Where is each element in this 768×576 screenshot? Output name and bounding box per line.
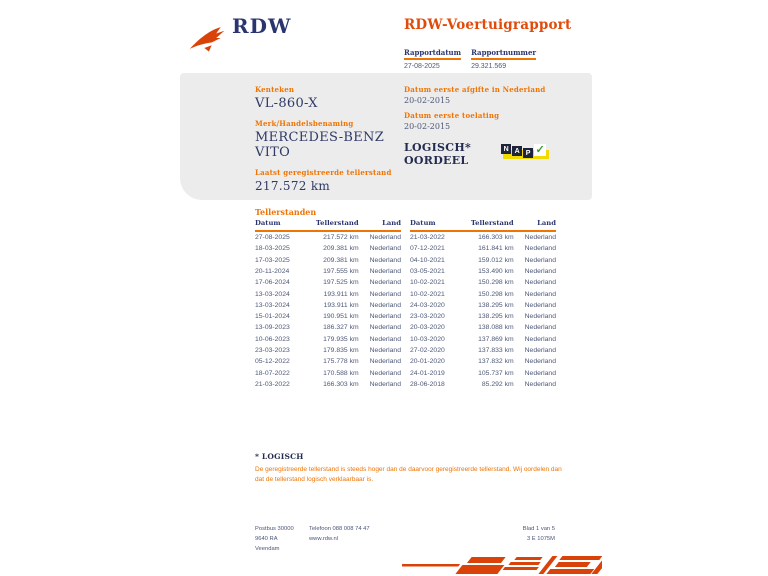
table-cell: Nederland (369, 369, 401, 377)
table-cell: Nederland (369, 347, 401, 354)
table-row (255, 356, 401, 367)
table-row (410, 334, 556, 345)
table-header-row (410, 219, 556, 231)
report-date-value: 27-08-2025 (404, 63, 440, 70)
report-number-field (471, 42, 536, 70)
table-cell: Nederland (524, 358, 556, 366)
table-row (410, 266, 556, 277)
table-cell: Nederland (369, 380, 401, 388)
column-header-odometer: Tellerstand (464, 219, 514, 231)
table-cell: Nederland (524, 324, 556, 332)
last-odometer-label: Laatst geregistreerde tellerstand (255, 168, 392, 177)
nap-badge (501, 143, 551, 160)
report-date-label: Rapportdatum (404, 48, 461, 60)
verdict-line1: LOGISCH* (404, 141, 472, 154)
table-cell: 137.869 km (478, 335, 514, 343)
table-header-row (255, 219, 401, 231)
first-admission-label: Datum eerste toelating (404, 111, 500, 120)
footnote-title: * LOGISCH (255, 452, 304, 461)
table-row (255, 255, 401, 266)
table-cell: 153.490 km (478, 268, 514, 276)
logisch-footnote (255, 452, 565, 484)
table-cell: 07-12-2021 (410, 245, 445, 253)
table-cell: 27-08-2025 (255, 234, 290, 242)
table-cell: 20-11-2024 (255, 268, 290, 276)
table-cell: 166.303 km (478, 234, 514, 242)
verdict-row (404, 141, 584, 167)
table-cell: Nederland (524, 268, 556, 276)
table-row (410, 255, 556, 266)
table-cell: 193.911 km (323, 290, 359, 298)
table-cell: 10-03-2020 (410, 335, 445, 343)
vehicle-summary-panel (180, 73, 592, 200)
table-cell: Nederland (369, 301, 401, 309)
nap-letter-p: P (523, 148, 533, 158)
table-cell: Nederland (369, 335, 401, 343)
rdw-logo-text: RDW (232, 14, 292, 38)
footer-page-info (465, 524, 555, 544)
table-row (255, 243, 401, 254)
table-cell: Nederland (369, 245, 401, 253)
table-cell: 10-06-2023 (255, 335, 290, 343)
table-cell: 17-06-2024 (255, 279, 290, 287)
first-admission-value: 20-02-2015 (404, 122, 451, 131)
table-cell: 85.292 km (481, 380, 514, 388)
table-row (255, 367, 401, 378)
column-header-odometer: Tellerstand (309, 219, 359, 231)
table-cell: Nederland (524, 290, 556, 298)
license-plate-label: Kenteken (255, 85, 295, 94)
table-cell: 24-03-2020 (410, 301, 445, 309)
table-cell: 186.327 km (323, 324, 359, 332)
footer-contact (309, 524, 404, 554)
table-row (255, 322, 401, 333)
table-cell: 138.295 km (478, 313, 514, 321)
table-row (255, 288, 401, 299)
table-row (255, 266, 401, 277)
table-cell: 17-03-2025 (255, 256, 290, 264)
table-row (410, 379, 556, 390)
table-row (410, 345, 556, 356)
table-cell: Nederland (524, 234, 556, 242)
table-row (410, 231, 556, 243)
rdw-stripes-graphic (402, 554, 602, 576)
table-cell: 21-03-2022 (255, 380, 290, 388)
table-cell: 138.088 km (478, 324, 514, 332)
table-row (255, 334, 401, 345)
table-row (410, 300, 556, 311)
report-title-block (404, 17, 571, 70)
table-row (410, 243, 556, 254)
odometer-section-title: Tellerstanden (255, 207, 317, 217)
checkmark-icon: ✓ (535, 144, 545, 156)
table-row (410, 356, 556, 367)
table-cell: 13-03-2024 (255, 301, 290, 309)
table-row (410, 322, 556, 333)
footer-form-code: 3 E 1075M (526, 536, 555, 542)
table-cell: 193.911 km (323, 301, 359, 309)
table-cell: 137.832 km (478, 358, 514, 366)
table-cell: 13-03-2024 (255, 290, 290, 298)
make-value: MERCEDES-BENZ (255, 130, 385, 145)
table-cell: 13-09-2023 (255, 324, 290, 332)
table-cell: Nederland (369, 290, 401, 298)
license-plate-value: VL-860-X (255, 96, 318, 111)
page-footer (255, 524, 404, 554)
table-cell: Nederland (369, 358, 401, 366)
table-cell: 190.951 km (323, 313, 359, 321)
table-cell: 209.381 km (323, 256, 359, 264)
footer-phone: Telefoon 088 008 74 47 (309, 526, 370, 532)
table-cell: Nederland (369, 313, 401, 321)
odometer-table-right (410, 219, 556, 390)
table-cell: Nederland (524, 279, 556, 287)
footnote-text: De geregistreerde tellerstand is steeds hoger dan de daarvoor geregistreerde tellerstand. Wij oordelen dan dat de tellerstand logisch verklaarbaar is. (255, 466, 562, 483)
first-issue-label: Datum eerste afgifte in Nederland (404, 85, 546, 94)
table-cell: 28-06-2018 (410, 380, 445, 388)
table-cell: 10-02-2021 (410, 279, 445, 287)
last-odometer-value: 217.572 km (255, 179, 331, 193)
table-cell: 197.525 km (323, 279, 359, 287)
table-cell: 137.833 km (478, 347, 514, 354)
summary-left-column (255, 85, 400, 193)
table-row (255, 300, 401, 311)
make-model-label: Merk/Handelsbenaming (255, 119, 354, 128)
nap-letter-a: A (512, 146, 522, 156)
table-cell: 27-02-2020 (410, 347, 445, 354)
odometer-tables (255, 219, 556, 390)
table-cell: 15-01-2024 (255, 313, 290, 321)
table-cell: 20-01-2020 (410, 358, 445, 366)
table-cell: Nederland (369, 279, 401, 287)
table-cell: 21-03-2022 (410, 234, 445, 242)
summary-right-column (404, 85, 584, 167)
table-cell: Nederland (524, 335, 556, 343)
column-header-country: Land (359, 219, 401, 231)
report-number-label: Rapportnummer (471, 48, 536, 60)
report-meta (404, 42, 571, 70)
table-cell: 170.588 km (323, 369, 359, 377)
table-cell: 04-10-2021 (410, 256, 445, 264)
nap-letter-n: N (501, 144, 511, 154)
column-header-country: Land (514, 219, 556, 231)
table-cell: 18-07-2022 (255, 369, 290, 377)
column-header-date: Datum (255, 219, 309, 231)
table-cell: 23-03-2023 (255, 347, 290, 354)
table-row (255, 311, 401, 322)
table-cell: 18-03-2025 (255, 245, 290, 253)
table-cell: 20-03-2020 (410, 324, 445, 332)
table-row (255, 345, 401, 356)
table-cell: 23-03-2020 (410, 313, 445, 321)
table-cell: Nederland (524, 245, 556, 253)
table-cell: Nederland (524, 347, 556, 354)
model-value: VITO (255, 145, 291, 160)
table-cell: Nederland (524, 301, 556, 309)
verdict-text (404, 141, 471, 167)
table-cell: 10-02-2021 (410, 290, 445, 298)
table-cell: 179.935 km (323, 335, 359, 343)
table-cell: 217.572 km (323, 234, 359, 242)
table-cell: Nederland (369, 324, 401, 332)
table-row (255, 277, 401, 288)
odometer-table-left (255, 219, 401, 390)
report-number-value: 29.321.569 (471, 63, 507, 70)
rdw-logo (188, 14, 291, 56)
table-cell: Nederland (369, 256, 401, 264)
page-title: RDW-Voertuigrapport (404, 17, 572, 33)
table-cell: 24-01-2019 (410, 369, 445, 377)
table-cell: 179.835 km (323, 347, 359, 354)
table-cell: 159.012 km (478, 256, 514, 264)
table-row (255, 231, 401, 243)
footer-city: 9640 RA Veendam (255, 536, 280, 552)
column-header-date: Datum (410, 219, 464, 231)
verdict-line2: OORDEEL (404, 154, 469, 167)
table-cell: 175.778 km (323, 358, 359, 366)
table-cell: 03-05-2021 (410, 268, 445, 276)
table-cell: 197.555 km (323, 268, 359, 276)
table-cell: 150.298 km (478, 290, 514, 298)
footer-website-link[interactable]: www.rdw.nl (309, 536, 338, 542)
table-cell: Nederland (524, 369, 556, 377)
table-row (410, 367, 556, 378)
rdw-wing-icon (188, 20, 228, 56)
table-row (410, 311, 556, 322)
table-cell: 05-12-2022 (255, 358, 290, 366)
table-cell: 166.303 km (323, 380, 359, 388)
table-cell: 150.298 km (478, 279, 514, 287)
table-cell: 161.841 km (478, 245, 514, 253)
table-cell: Nederland (524, 256, 556, 264)
footer-page-number: Blad 1 van 5 (522, 526, 555, 532)
footer-postbus: Postbus 30000 (255, 526, 294, 532)
table-cell: 209.381 km (323, 245, 359, 253)
table-row (410, 288, 556, 299)
footer-address (255, 524, 299, 554)
table-cell: Nederland (369, 234, 401, 242)
first-issue-value: 20-02-2015 (404, 96, 451, 105)
table-cell: Nederland (524, 313, 556, 321)
table-cell: Nederland (369, 268, 401, 276)
table-cell: 105.737 km (478, 369, 514, 377)
table-cell: Nederland (524, 380, 556, 388)
table-cell: 138.295 km (478, 301, 514, 309)
report-date-field (404, 42, 461, 70)
table-row (255, 379, 401, 390)
table-row (410, 277, 556, 288)
